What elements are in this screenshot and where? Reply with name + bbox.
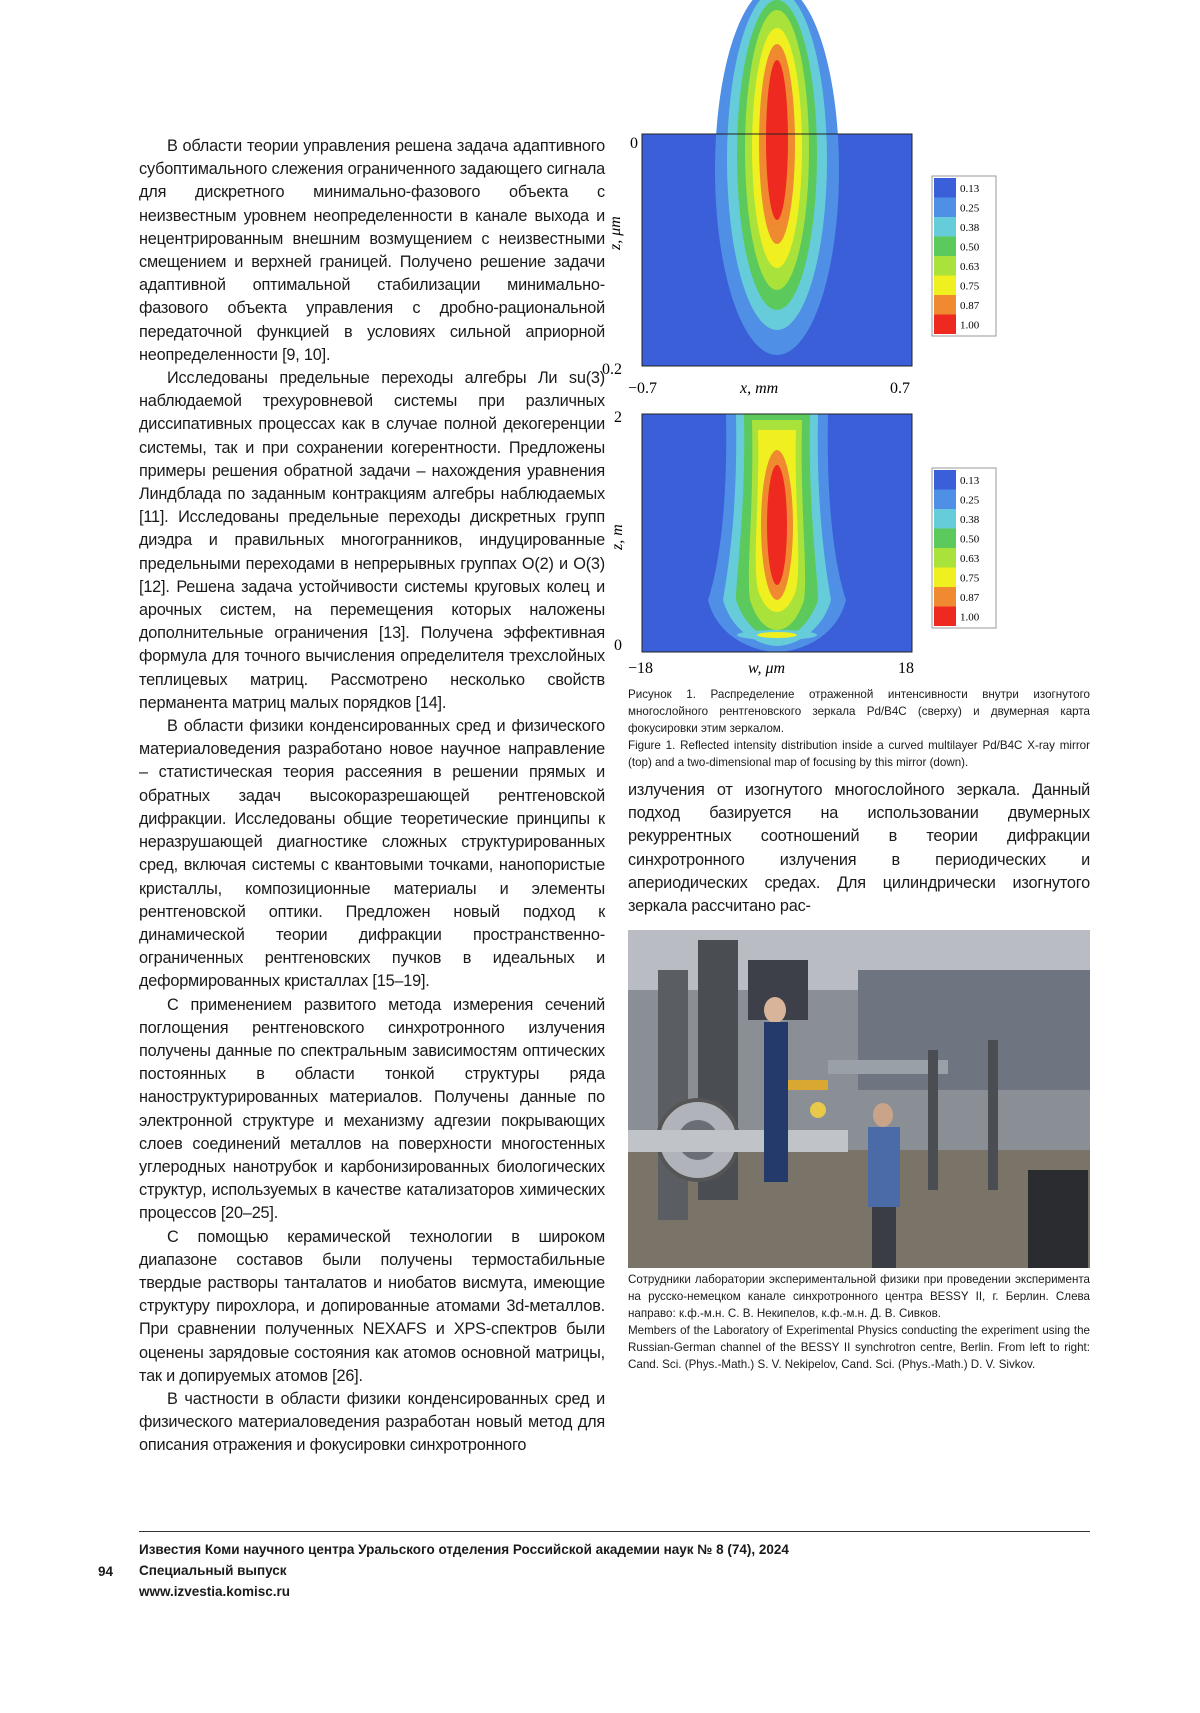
top-legend-swatch	[934, 295, 956, 315]
top-legend-swatch	[934, 237, 956, 257]
paragraph-condensed-matter: В области физики конденсированных сред и физического материаловедения разработано новое научное направление – статистическая теория рассеяния в решении прямых и обратных задач высокоразрешающей рентгеновской дифракции. Исследованы общие теоретические принципы к неразрушающей диагностике сложных структурированных сред, включая системы с квантовыми точками, нанопористые кристаллы, композиционные материалы и элементы рентгеновской оптики. Предложен новый подход к динамической теории дифракции пространственно-ограниченных рентгеновских пучков в идеальных и деформированных кристаллах [15–19].	[139, 717, 605, 991]
paragraph-mirror-method: В частности в области физики конденсированных сред и физического материаловедения разработан новый метод для описания отражения и фокусировки синхротронного	[139, 1389, 605, 1455]
issue-label: Специальный выпуск	[139, 1563, 287, 1578]
figure-caption-en: Figure 1. Reflected intensity distribution inside a curved multilayer Pd/B4C X-ray mirror (top) and a two-dimensional map of focusing by this mirror (down).	[628, 739, 1090, 769]
bottom-legend-swatch	[934, 548, 956, 568]
bottom-legend-label: 0.13	[960, 475, 980, 487]
journal-title: Известия Коми научного центра Уральского отделения Российской академии наук № 8 (74), 2024	[139, 1542, 789, 1557]
footer	[139, 1539, 789, 1602]
bottom-plot-contours	[708, 414, 846, 652]
top-legend-label: 0.13	[960, 183, 980, 195]
top-legend-swatch	[934, 256, 956, 276]
photo-caption-en: Members of the Laboratory of Experimental Physics conducting the experiment using the Russian-German channel of the BESSY II synchrotron centre, Berlin. From left to right: Cand. Sci. (Phys.-Math.) S. V. Nekipelov, Cand. Sci. (Phys.-Math.) D. V. Sivkov.	[628, 1324, 1090, 1372]
bottom-legend-label: 0.87	[960, 592, 980, 604]
paragraph-synchrotron: С применением развитого метода измерения сечений поглощения рентгеновского синхротронного излучения получены данные по спектральным зависимостям оптических постоянных в области тонкой структуры ряда наноструктурированных материалов. Получены данные по электронной структуре и механизму адгезии покрывающих слоев соединений металлов на поверхности многостенных углеродных нанотрубок и карбонизированных биологических структур, используемых в качестве катализаторов химических процессов [20–25].	[139, 995, 605, 1223]
bottom-x-tick-left: −18	[628, 660, 654, 677]
top-y-tick-top: 0	[630, 135, 638, 152]
lab-photo	[628, 930, 1090, 1268]
top-legend-swatch	[934, 198, 956, 218]
bottom-legend-label: 0.63	[960, 553, 980, 565]
bottom-legend-swatch	[934, 587, 956, 607]
top-legend-label: 0.38	[960, 222, 980, 234]
page-number: 94	[98, 1564, 114, 1579]
top-legend-label: 0.25	[960, 202, 980, 215]
paragraph-ceramics: С помощью керамической технологии в широком диапазоне составов были получены термостабильные твердые растворы танталатов и ниобатов висмута, имеющие структуру пирохлора, и допированные атомами 3d-металлов. При сравнении полученных NEXAFS и XPS-спектров были оценены зарядовые состояния как атомов основной матрицы, так и допируемых атомов [26].	[139, 1227, 605, 1385]
bottom-legend-label: 0.50	[960, 533, 980, 546]
right-column	[602, 130, 1090, 1373]
footer-divider	[139, 1531, 1090, 1532]
photo-caption	[628, 1271, 1090, 1373]
bottom-x-label: w, μm	[748, 660, 786, 677]
bottom-legend-label: 0.25	[960, 494, 980, 507]
bottom-y-tick-top: 2	[614, 409, 622, 426]
right-text-block	[628, 779, 1090, 918]
bottom-legend	[932, 468, 996, 628]
top-y-tick-bottom: 0.2	[602, 361, 622, 378]
left-text-column	[139, 135, 605, 1458]
bottom-legend-swatch	[934, 568, 956, 588]
bottom-y-label: z, m	[609, 524, 626, 550]
figure-caption-ru: Рисунок 1. Распределение отраженной интенсивности внутри изогнутого многослойного рентгеновского зеркала Pd/B4C (сверху) и двумерная карта фокусировки этим зеркалом.	[628, 688, 1090, 735]
top-legend-swatch	[934, 178, 956, 198]
paragraph-lie-algebra: Исследованы предельные переходы алгебры Ли su(3) наблюдаемой трехуровневой системы при различных диссипативных процессах как в случае полной декогеренции системы, так и при сохранении когерентности. Предложены примеры решения обратной задачи – нахождения уравнения Линдблада по заданным контракциям алгебры наблюдаемых [11]. Исследованы предельные переходы дискретных групп диэдра и правильных многогранников, индуцированные предельными переходами в непрерывных группах O(2) и O(3) [12]. Решена задача устойчивости системы круговых колец и арочных систем, на перемещения которых наложены дополнительные ограничения [13]. Получена эффективная формула для точного вычисления определителя трехслойных теплицевых матриц. Рассмотрено несколько свойств перманента матриц малых порядков [14].	[139, 369, 605, 712]
figure-1	[602, 130, 1090, 680]
figure-1-plots	[602, 130, 1090, 677]
top-y-label: z, μm	[607, 216, 624, 250]
bottom-legend-swatch	[934, 470, 956, 490]
bottom-legend-label: 0.75	[960, 572, 980, 585]
bottom-legend-swatch	[934, 607, 956, 627]
top-legend-label: 0.87	[960, 300, 980, 312]
paragraph-continuation: излучения от изогнутого многослойного зеркала. Данный подход базируется на использовании двумерных рекуррентных соотношений в теории дифракции синхротронного излучения в периодических и апериодических средах. Для цилиндрически изогнутого зеркала рассчитано рас-	[628, 781, 1090, 916]
top-legend	[932, 176, 996, 336]
top-legend-label: 0.50	[960, 241, 980, 254]
top-legend-label: 0.75	[960, 280, 980, 293]
top-legend-swatch	[934, 315, 956, 335]
photo-caption-ru: Сотрудники лаборатории экспериментальной физики при проведении эксперимента на русско-немецком канале синхротронного центра BESSY II, г. Берлин. Слева направо: к.ф.-м.н. С. В. Некипелов, к.ф.-м.н. Д. В. Сивков.	[628, 1273, 1090, 1321]
top-legend-label: 0.63	[960, 261, 980, 273]
bottom-legend-label: 0.38	[960, 514, 980, 526]
figure-1-caption	[628, 686, 1090, 771]
bottom-legend-swatch	[934, 509, 956, 529]
top-legend-swatch	[934, 217, 956, 237]
bottom-legend-swatch	[934, 490, 956, 510]
top-x-tick-right: 0.7	[890, 380, 910, 397]
paragraph-control-theory: В области теории управления решена задача адаптивного субоптимального слежения ограниченного задающего сигнала для дискретного минимально-фазового объекта с неизвестным уровнем неопределенности в канале выхода и нецентрированным внешним возмущением с неизвестными смещением и верхней границей. Получено решение задачи адаптивной оптимальной стабилизации минимально-фазового объекта управления с дробно-рациональной передаточной функцией в условиях сильной априорной неопределенности [9, 10].	[139, 137, 605, 364]
bottom-legend-label: 1.00	[960, 611, 980, 624]
journal-url[interactable]: www.izvestia.komisc.ru	[139, 1584, 291, 1599]
bottom-x-tick-right: 18	[898, 660, 914, 677]
top-legend-label: 1.00	[960, 319, 980, 332]
top-legend-swatch	[934, 276, 956, 296]
top-x-label: x, mm	[740, 380, 779, 397]
bottom-legend-swatch	[934, 529, 956, 549]
bottom-y-tick-bottom: 0	[614, 637, 622, 654]
top-plot-contours	[715, 0, 839, 355]
lab-photo-image	[628, 930, 1090, 1268]
top-x-tick-left: −0.7	[628, 380, 658, 397]
